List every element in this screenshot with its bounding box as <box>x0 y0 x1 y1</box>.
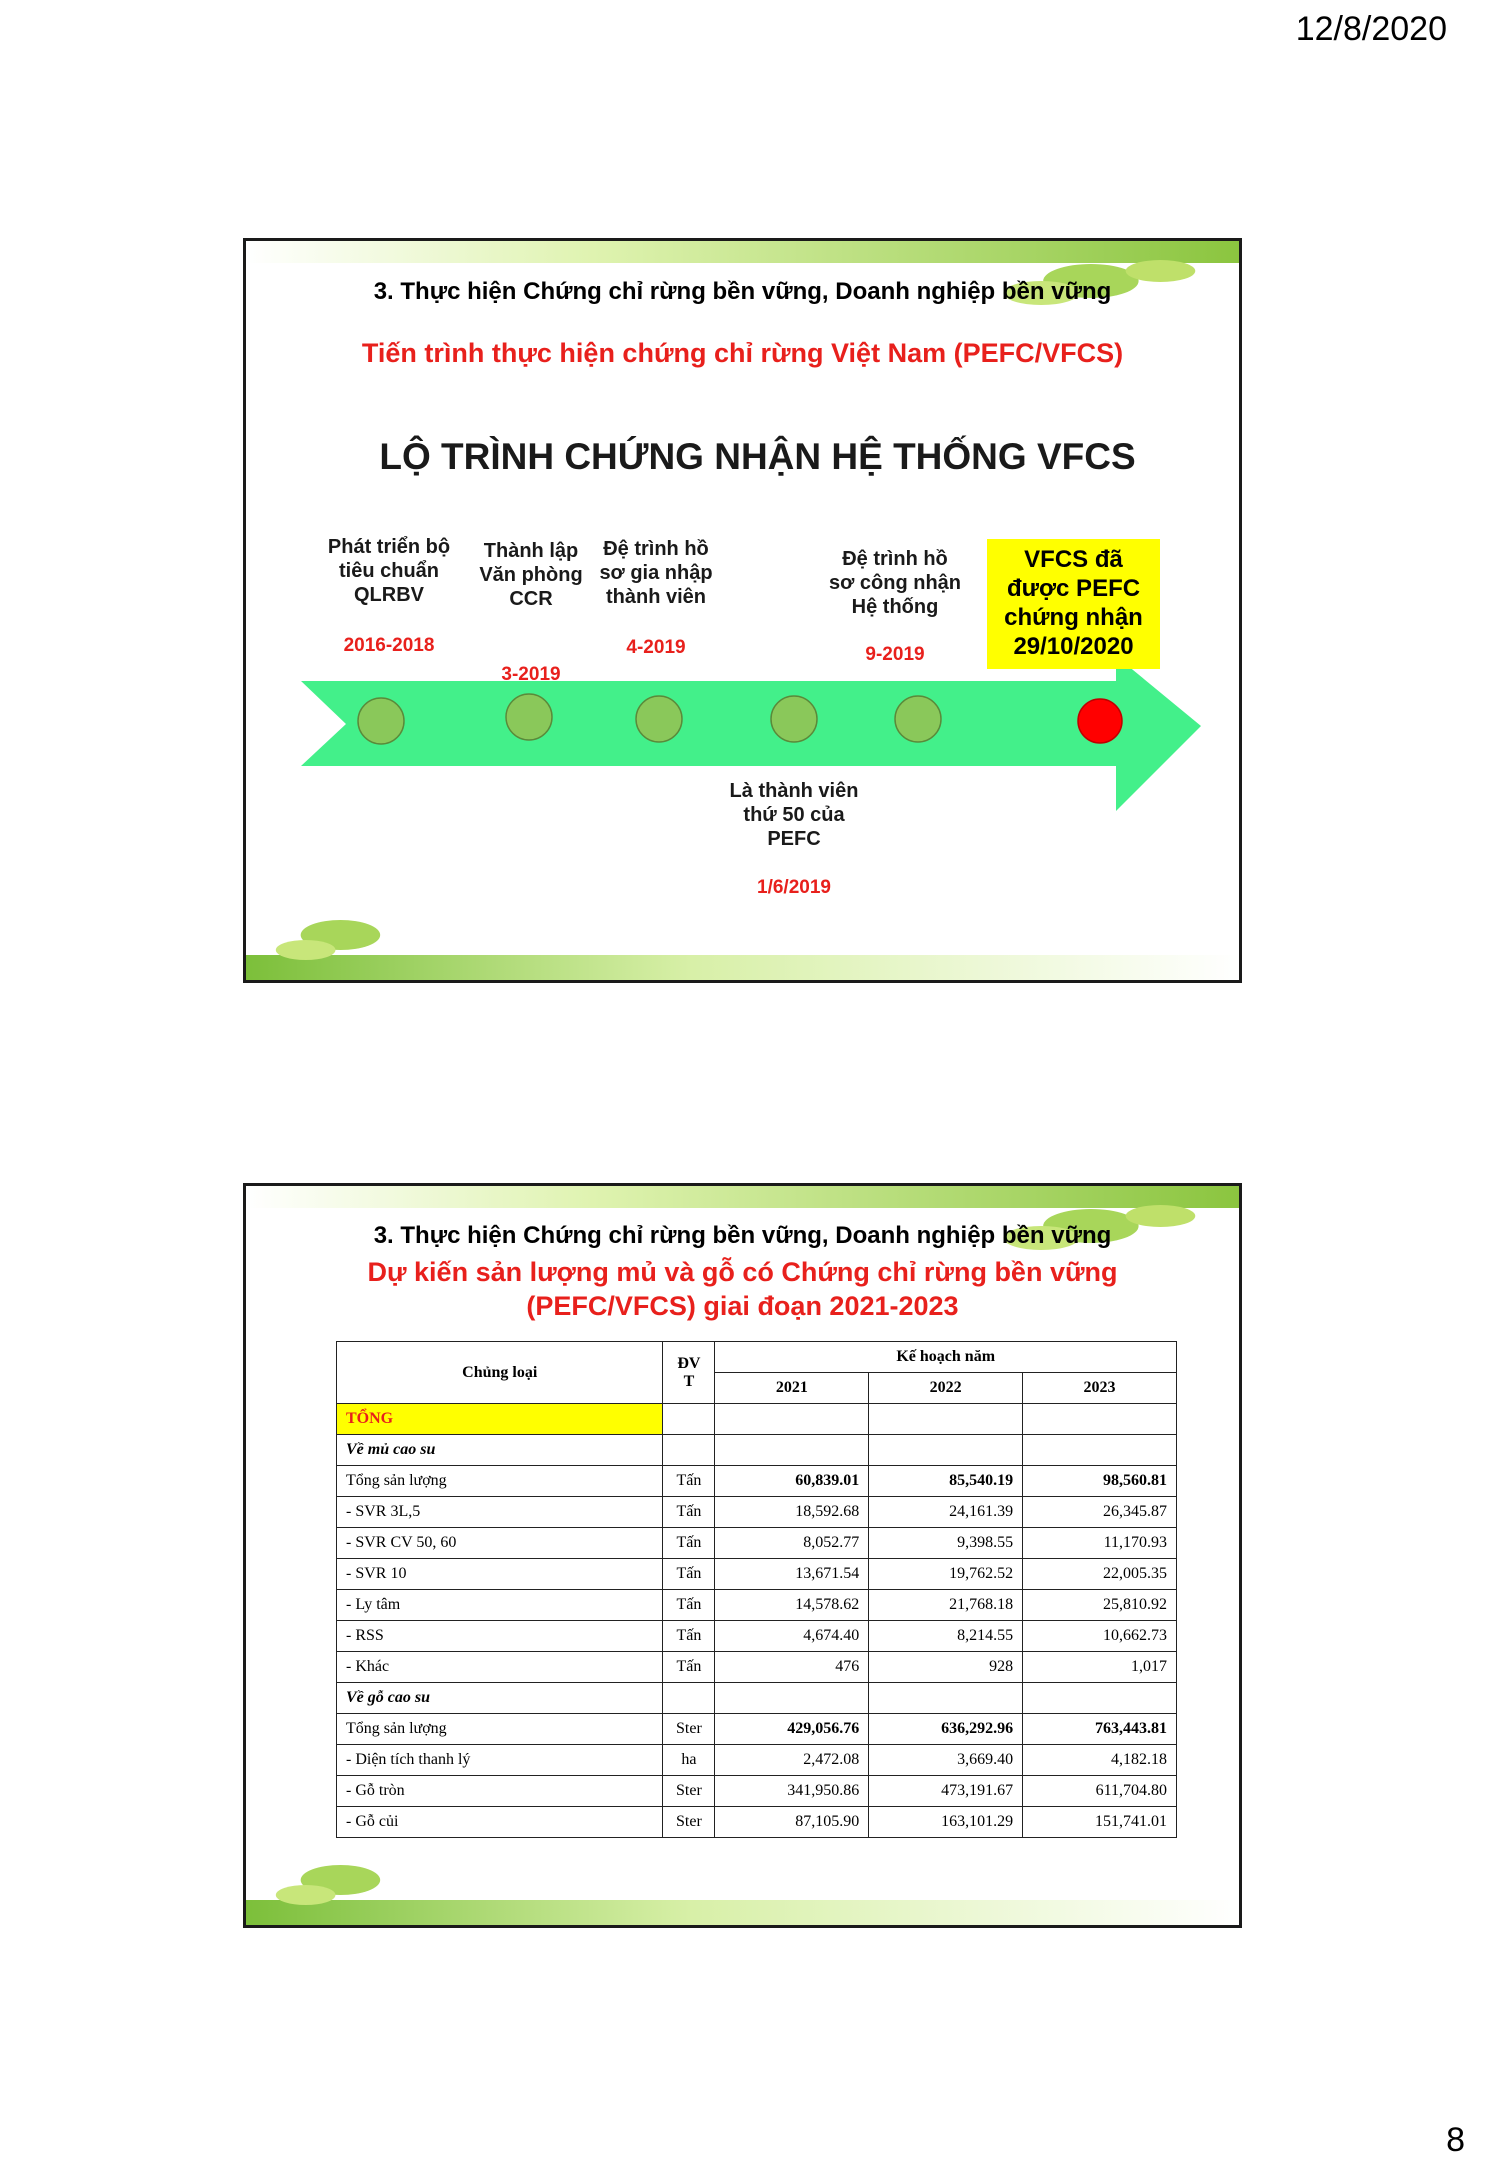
table-row <box>337 1683 1177 1714</box>
slide-heading: 3. Thực hiện Chứng chỉ rừng bền vững, Doanh nghiệp bền vững <box>373 1222 1112 1249</box>
row-value-2022: 85,540.19 <box>869 1466 1023 1497</box>
milestone-5-label <box>829 547 961 619</box>
leaf-decoration-bottom <box>246 1850 1239 1925</box>
row-value-2023: 4,182.18 <box>1023 1745 1177 1776</box>
row-value-2021: 8,052.77 <box>715 1528 869 1559</box>
roadmap-title: LỘ TRÌNH CHỨNG NHẬN HỆ THỐNG VFCS <box>379 436 1136 477</box>
milestone-3-line-1: Đệ trình hồ <box>603 538 709 560</box>
slide-heading: 3. Thực hiện Chứng chỉ rừng bền vững, Doanh nghiệp bền vững <box>373 278 1112 305</box>
row-value-2021 <box>715 1404 869 1435</box>
col-header-unit-line-2: T <box>683 1372 695 1390</box>
row-unit: Tấn <box>663 1497 715 1528</box>
row-value-2022: 163,101.29 <box>869 1807 1023 1838</box>
subheading-line-1: Dự kiến sản lượng mủ và gỗ có Chứng chỉ rừng bền vững <box>367 1257 1118 1287</box>
milestone-1-date: 2016-2018 <box>343 635 435 656</box>
milestone-4-line-2: thứ 50 của <box>743 804 845 826</box>
milestone-3-label <box>599 537 712 609</box>
col-header-plan: Kế hoạch năm <box>715 1342 1177 1373</box>
row-label: - Gỗ củi <box>337 1807 663 1838</box>
row-unit <box>663 1435 715 1466</box>
row-value-2023 <box>1023 1683 1177 1714</box>
col-header-unit <box>663 1342 715 1404</box>
row-unit: Tấn <box>663 1621 715 1652</box>
row-label: - SVR 3L,5 <box>337 1497 663 1528</box>
row-value-2023: 10,662.73 <box>1023 1621 1177 1652</box>
col-header-type: Chủng loại <box>337 1342 663 1404</box>
row-label: - Khác <box>337 1652 663 1683</box>
row-label: - Gỗ tròn <box>337 1776 663 1807</box>
col-header-year-2021: 2021 <box>715 1373 869 1404</box>
slide-subheading: Tiến trình thực hiện chứng chỉ rừng Việt Nam (PEFC/VFCS) <box>361 338 1124 368</box>
col-header-year-2023: 2023 <box>1023 1373 1177 1404</box>
milestone-final-callout <box>987 539 1160 669</box>
row-value-2023 <box>1023 1435 1177 1466</box>
milestone-1-line-3: QLRBV <box>353 584 424 606</box>
row-label: - Diện tích thanh lý <box>337 1745 663 1776</box>
table-row <box>337 1497 1177 1528</box>
milestone-4-line-1: Là thành viên <box>729 780 859 802</box>
row-value-2023: 22,005.35 <box>1023 1559 1177 1590</box>
slide-roadmap <box>243 238 1242 983</box>
milestone-4-date: 1/6/2019 <box>757 877 831 898</box>
row-value-2021: 476 <box>715 1652 869 1683</box>
row-value-2023: 26,345.87 <box>1023 1497 1177 1528</box>
production-table <box>336 1341 1177 1838</box>
milestone-5-line-3: Hệ thống <box>851 596 939 618</box>
row-value-2022: 24,161.39 <box>869 1497 1023 1528</box>
timeline-node-4 <box>771 696 817 742</box>
milestone-final-line-2: được PEFC <box>1006 575 1141 602</box>
row-unit: Tấn <box>663 1466 715 1497</box>
row-label: Về gỗ cao su <box>337 1683 663 1714</box>
row-value-2021: 4,674.40 <box>715 1621 869 1652</box>
row-value-2023 <box>1023 1404 1177 1435</box>
timeline-node-3 <box>636 696 682 742</box>
table-row <box>337 1807 1177 1838</box>
row-value-2022: 928 <box>869 1652 1023 1683</box>
row-value-2023: 25,810.92 <box>1023 1590 1177 1621</box>
row-label: Tổng sản lượng <box>337 1714 663 1745</box>
row-value-2021: 18,592.68 <box>715 1497 869 1528</box>
row-value-2021: 87,105.90 <box>715 1807 869 1838</box>
milestone-2-line-1: Thành lập <box>483 540 579 562</box>
table-row <box>337 1776 1177 1807</box>
col-header-year-2022: 2022 <box>869 1373 1023 1404</box>
table-body <box>337 1404 1177 1838</box>
slide-production-table <box>243 1183 1242 1928</box>
table-row <box>337 1466 1177 1497</box>
row-value-2022 <box>869 1435 1023 1466</box>
milestone-1-line-2: tiêu chuẩn <box>338 560 440 582</box>
row-label: - SVR 10 <box>337 1559 663 1590</box>
row-value-2022 <box>869 1404 1023 1435</box>
milestone-1-label <box>328 535 450 607</box>
milestone-2-date: 3-2019 <box>501 664 561 685</box>
row-label: - RSS <box>337 1621 663 1652</box>
row-value-2022: 636,292.96 <box>869 1714 1023 1745</box>
row-value-2023: 763,443.81 <box>1023 1714 1177 1745</box>
row-value-2022: 473,191.67 <box>869 1776 1023 1807</box>
row-unit: Tấn <box>663 1559 715 1590</box>
milestone-final-line-3: chứng nhận <box>1004 604 1143 631</box>
row-value-2021 <box>715 1435 869 1466</box>
table-row <box>337 1621 1177 1652</box>
table-row <box>337 1652 1177 1683</box>
row-unit: Ster <box>663 1714 715 1745</box>
subheading-line-2: (PEFC/VFCS) giai đoạn 2021-2023 <box>526 1291 959 1321</box>
page-date: 12/8/2020 <box>1295 10 1447 48</box>
row-value-2021: 14,578.62 <box>715 1590 869 1621</box>
milestone-3-date: 4-2019 <box>626 637 686 658</box>
timeline-node-1 <box>358 698 404 744</box>
row-value-2023: 11,170.93 <box>1023 1528 1177 1559</box>
milestone-5-line-2: sơ công nhận <box>828 572 962 594</box>
row-value-2022: 8,214.55 <box>869 1621 1023 1652</box>
row-value-2021 <box>715 1683 869 1714</box>
table-row <box>337 1404 1177 1435</box>
leaf-decoration-bottom <box>246 905 1239 980</box>
milestone-5-line-1: Đệ trình hồ <box>842 548 948 570</box>
row-value-2023: 98,560.81 <box>1023 1466 1177 1497</box>
page-number: 8 <box>1446 2121 1465 2159</box>
row-unit: Ster <box>663 1776 715 1807</box>
row-value-2021: 429,056.76 <box>715 1714 869 1745</box>
row-value-2021: 60,839.01 <box>715 1466 869 1497</box>
milestone-final-line-4: 29/10/2020 <box>1013 633 1134 660</box>
milestone-2-line-3: CCR <box>509 588 553 610</box>
row-value-2023: 1,017 <box>1023 1652 1177 1683</box>
row-unit: ha <box>663 1745 715 1776</box>
row-label: Tổng sản lượng <box>337 1466 663 1497</box>
row-value-2021: 341,950.86 <box>715 1776 869 1807</box>
milestone-final-line-1: VFCS đã <box>1024 546 1123 573</box>
row-unit: Tấn <box>663 1528 715 1559</box>
milestone-2-label <box>479 539 582 611</box>
row-value-2022: 21,768.18 <box>869 1590 1023 1621</box>
row-value-2022: 9,398.55 <box>869 1528 1023 1559</box>
row-value-2022: 3,669.40 <box>869 1745 1023 1776</box>
col-header-unit-line-1: ĐV <box>677 1354 701 1372</box>
table-row <box>337 1590 1177 1621</box>
row-label: TỔNG <box>337 1404 663 1435</box>
milestone-3-line-3: thành viên <box>605 586 706 608</box>
row-unit: Ster <box>663 1807 715 1838</box>
row-unit <box>663 1683 715 1714</box>
milestone-5-date: 9-2019 <box>865 644 925 665</box>
row-unit <box>663 1404 715 1435</box>
table-row <box>337 1435 1177 1466</box>
milestone-4-label <box>730 779 859 851</box>
row-label: - Ly tâm <box>337 1590 663 1621</box>
table-row <box>337 1559 1177 1590</box>
row-value-2021: 13,671.54 <box>715 1559 869 1590</box>
milestone-2-line-2: Văn phòng <box>479 564 583 586</box>
row-value-2023: 151,741.01 <box>1023 1807 1177 1838</box>
timeline-node-2 <box>506 694 552 740</box>
row-label: Về mủ cao su <box>337 1435 663 1466</box>
row-value-2022 <box>869 1683 1023 1714</box>
row-unit: Tấn <box>663 1652 715 1683</box>
row-label: - SVR CV 50, 60 <box>337 1528 663 1559</box>
row-value-2022: 19,762.52 <box>869 1559 1023 1590</box>
table-row <box>337 1745 1177 1776</box>
table-row <box>337 1714 1177 1745</box>
milestone-3-line-2: sơ gia nhập <box>599 562 713 584</box>
slide-subheading <box>246 1255 1239 1323</box>
table-row <box>337 1528 1177 1559</box>
milestone-1-line-1: Phát triển bộ <box>327 536 451 558</box>
timeline-node-5 <box>895 696 941 742</box>
row-value-2023: 611,704.80 <box>1023 1776 1177 1807</box>
row-value-2021: 2,472.08 <box>715 1745 869 1776</box>
row-unit: Tấn <box>663 1590 715 1621</box>
milestone-4-line-3: PEFC <box>767 828 821 850</box>
timeline-node-final <box>1078 699 1122 743</box>
